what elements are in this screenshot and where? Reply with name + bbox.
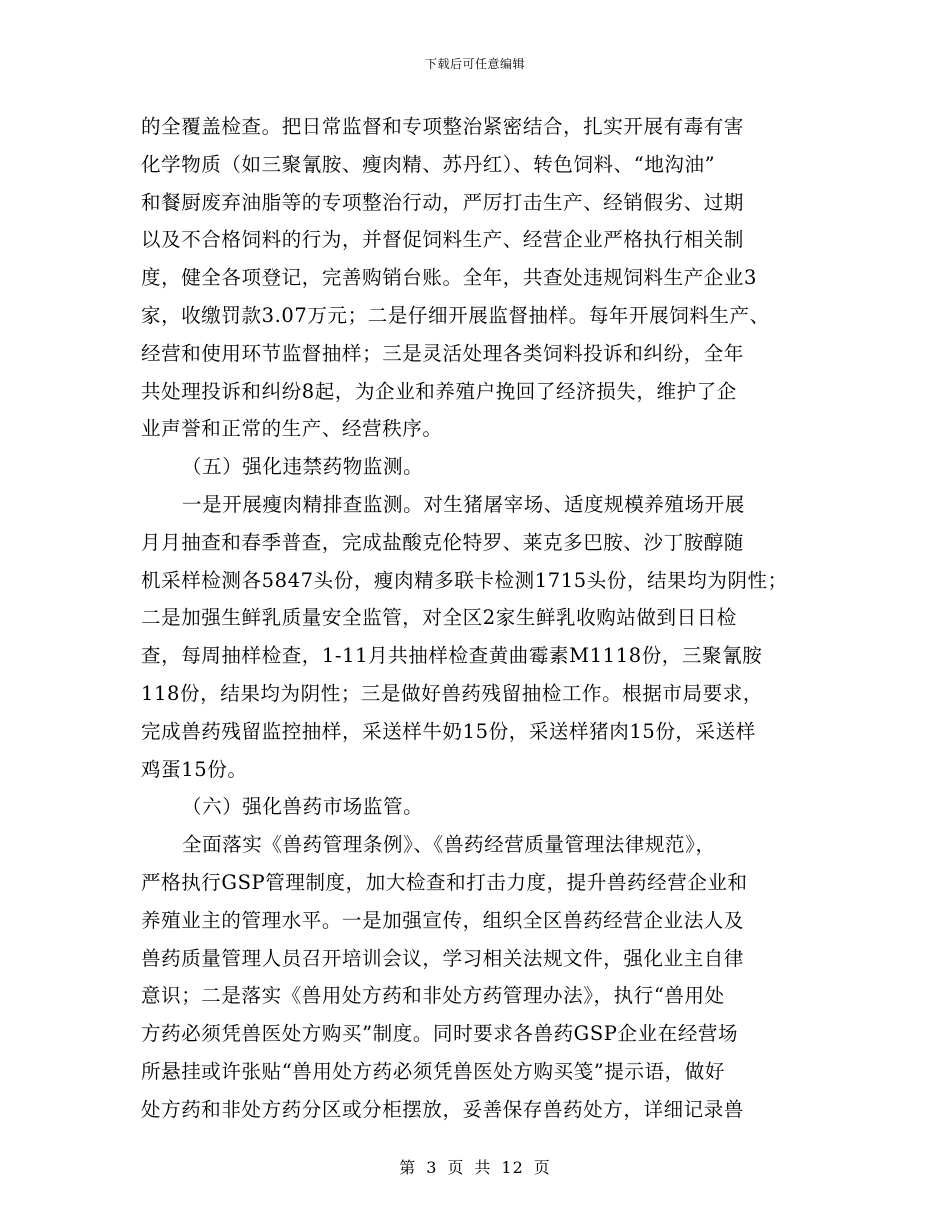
text-line: 养殖业主的管理水平。一是加强宣传，组织全区兽药经营企业法人及 bbox=[141, 908, 745, 932]
footer-ye: 页 bbox=[447, 1158, 465, 1177]
text-line: 和餐厨废弃油脂等的专项整治行动，严厉打击生产、经销假劣、过期 bbox=[141, 190, 745, 214]
text-line: 查，每周抽样检查，1-11月共抽样检查黄曲霉素M1118份，三聚氰胺 bbox=[141, 644, 763, 668]
text-line: 的全覆盖检查。把日常监督和专项整治紧密结合，扎实开展有毒有害 bbox=[141, 115, 745, 138]
footer-ye-2: 页 bbox=[533, 1158, 551, 1177]
page-footer bbox=[0, 1155, 950, 1178]
text-line: 兽药质量管理人员召开培训会议，学习相关法规文件，强化业主自律 bbox=[141, 946, 745, 970]
text-line: 机采样检测各5847头份，瘦肉精多联卡检测1715头份，结果均为阴性； bbox=[141, 568, 788, 592]
page-header-note: 下载后可任意编辑 bbox=[424, 57, 525, 71]
text-line: 所悬挂或许张贴“兽用处方药必须凭兽医处方购买笺”提示语，做好 bbox=[141, 1059, 725, 1083]
footer-total-pages: 12 bbox=[501, 1158, 524, 1177]
text-line: 处方药和非处方药分区或分柜摆放，妥善保存兽药处方，详细记录兽 bbox=[141, 1097, 745, 1121]
text-line: 以及不合格饲料的行为，并督促饲料生产、经营企业严格执行相关制 bbox=[141, 228, 745, 252]
text-line: 月月抽查和春季普查，完成盐酸克伦特罗、莱克多巴胺、沙丁胺醇随 bbox=[141, 530, 745, 554]
text-line: 共处理投诉和纠纷8起，为企业和养殖户挽回了经济损失，维护了企 bbox=[141, 379, 737, 403]
text-line: 鸡蛋15份。 bbox=[141, 757, 248, 781]
text-line: 全面落实《兽药管理条例》、《兽药经营质量管理法律规范》， bbox=[182, 833, 716, 857]
footer-page-number: 3 bbox=[426, 1158, 438, 1177]
text-line: 严格执行GSP管理制度，加大检查和打击力度，提升兽药经营企业和 bbox=[141, 870, 748, 894]
text-line: 度，健全各项登记，完善购销台账。全年，共查处违规饲料生产企业3 bbox=[141, 266, 758, 290]
text-line: 业声誉和正常的生产、经营秩序。 bbox=[141, 417, 443, 441]
section-heading-6: （六）强化兽药市场监管。 bbox=[182, 795, 424, 819]
text-line: 经营和使用环节监督抽样；三是灵活处理各类饲料投诉和纠纷，全年 bbox=[141, 341, 745, 365]
text-line: 意识；二是落实《兽用处方药和非处方药管理办法》，执行“兽用处 bbox=[141, 984, 725, 1008]
text-line: 二是加强生鲜乳质量安全监管，对全区2家生鲜乳收购站做到日日检 bbox=[141, 606, 737, 630]
text-line: 方药必须凭兽医处方购买”制度。同时要求各兽药GSP企业在经营场 bbox=[141, 1022, 739, 1046]
text-line: 化学物质（如三聚氰胺、瘦肉精、苏丹红）、转色饲料、“地沟油” bbox=[141, 152, 716, 176]
text-line: 家，收缴罚款3.07万元；二是仔细开展监督抽样。每年开展饲料生产、 bbox=[141, 303, 770, 327]
text-line: 一是开展瘦肉精排查监测。对生猪屠宰场、适度规模养殖场开展 bbox=[182, 492, 745, 516]
footer-gong: 共 bbox=[474, 1158, 492, 1177]
text-line: 完成兽药残留监控抽样，采送样牛奶15份，采送样猪肉15份，采送样 bbox=[141, 719, 756, 743]
section-heading-5: （五）强化违禁药物监测。 bbox=[182, 455, 424, 479]
text-line: 118份，结果均为阴性；三是做好兽药残留抽检工作。根据市局要求， bbox=[141, 681, 763, 705]
footer-di: 第 bbox=[399, 1158, 417, 1177]
document-body bbox=[141, 108, 831, 1129]
